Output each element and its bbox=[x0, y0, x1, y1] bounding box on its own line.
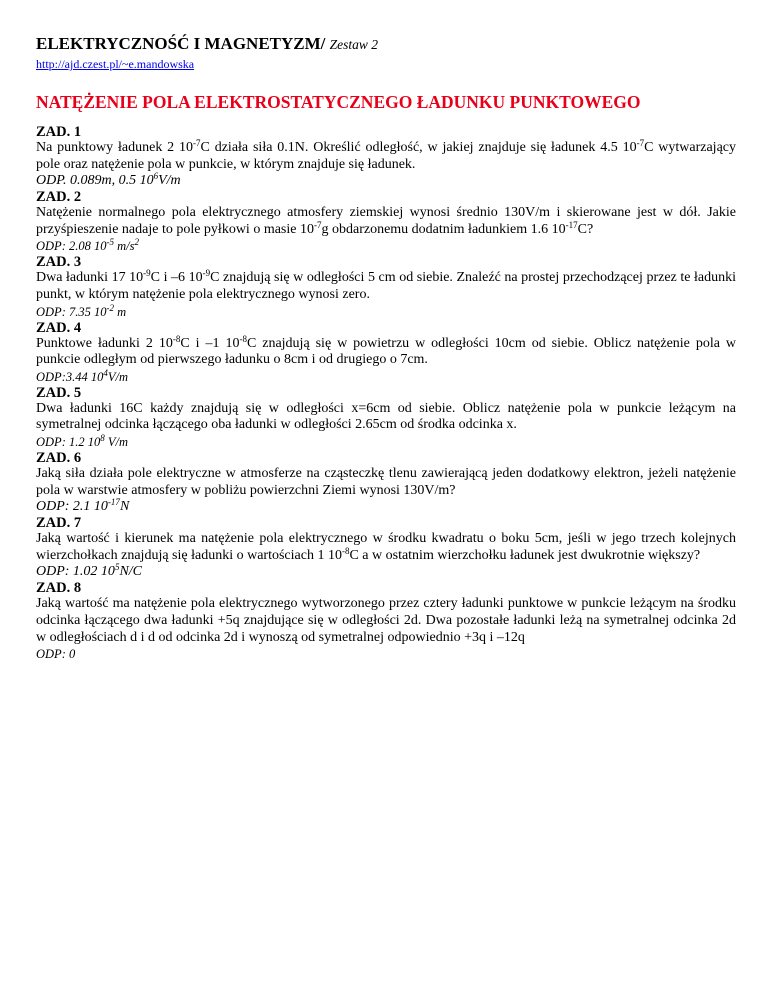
question-superscript: -17 bbox=[565, 219, 578, 230]
answer-superscript: 8 bbox=[100, 432, 105, 443]
question-superscript: -8 bbox=[341, 545, 350, 556]
task-label: ZAD. 7 bbox=[36, 515, 82, 532]
task-label: ZAD. 6 bbox=[36, 449, 82, 466]
task-question bbox=[36, 270, 736, 303]
task-answer bbox=[36, 173, 736, 189]
answer-text: V/m bbox=[158, 173, 181, 189]
question-text: Na punktowy ładunek 2 10 bbox=[36, 140, 194, 155]
question-text: Punktowe ładunki 2 10 bbox=[36, 335, 173, 351]
question-text: Jaką wartość i kierunek ma natężenie pola elektrycznego w środku kwadratu o boku 5cm, jeśli w jego trzech kolejnych wierzchołkach znajdują się ładunki o wartościach 1 10 bbox=[36, 531, 736, 563]
section-title: NATĘŻENIE POLA ELEKTROSTATYCZNEGO ŁADUNKU PUNKTOWEGO bbox=[36, 92, 641, 112]
task-label: ZAD. 1 bbox=[36, 124, 82, 140]
answer-text: ODP. 0.089m, 0.5 10 bbox=[36, 173, 154, 189]
answer-text: ODP: 2.1 10 bbox=[36, 499, 108, 515]
question-text: Jaką wartość ma natężenie pola elektrycznego wytworzonego przez cztery ładunki punktowe w punkcie leżącym na środku odcinka łączącego dwa ładunki +5q znajdujące się w odległości 2d. Dwa pozostałe ładunki leżą na symetralnej odcinka 2d w odległościach d i d od odcinka 2d i wynoszą od symetralnej odpowiednio +3q i –12q bbox=[36, 596, 736, 645]
task-answer bbox=[36, 304, 736, 320]
question-text: C a w ostatnim wierzchołku ładunek jest dwukrotnie większy? bbox=[349, 547, 701, 563]
question-text: C znajdują się w odległości 5 cm od siebie. Znaleźć na prostej przechodzącej przez te ładunki punkt, w którym natężenie pola elektrycznego wynosi zero. bbox=[36, 270, 736, 302]
answer-text: N/C bbox=[119, 564, 143, 580]
question-text: g obdarzonemu dodatnim ładunkiem 1.6 10 bbox=[321, 221, 566, 237]
answer-text: m/s bbox=[113, 239, 135, 254]
task-list bbox=[36, 124, 736, 662]
task-answer bbox=[36, 434, 736, 450]
document-page bbox=[36, 34, 736, 662]
task-answer bbox=[36, 369, 736, 385]
task-question bbox=[36, 140, 736, 173]
task-answer bbox=[36, 499, 736, 515]
question-superscript: -7 bbox=[636, 138, 645, 148]
question-text: C i –6 10 bbox=[150, 270, 203, 286]
answer-text: ODP:3.44 10 bbox=[36, 369, 104, 384]
question-text: C znajdują się w powietrzu w odległości 10cm od siebie. Oblicz natężenie pola w punkcie odległym od pierwszego ładunku o 8cm i od drugiego o 7cm. bbox=[36, 335, 737, 368]
answer-superscript: -2 bbox=[106, 302, 114, 313]
answer-text: V/m bbox=[107, 369, 128, 384]
task-question bbox=[36, 333, 737, 369]
answer-text: V/m bbox=[104, 434, 128, 449]
task-label: ZAD. 5 bbox=[36, 384, 82, 401]
question-text: Dwa ładunki 17 10 bbox=[36, 270, 144, 286]
task-answer bbox=[36, 646, 736, 662]
question-superscript: -9 bbox=[202, 268, 211, 279]
question-superscript: -8 bbox=[172, 333, 181, 344]
answer-superscript: 6 bbox=[153, 171, 159, 182]
question-text: Jaką siła działa pole elektryczne w atmosferze na cząsteczkę tlenu zawierającą jeden dodatkowy elektron, jeżeli natężenie pola w warstwie atmosfery w pobliżu powierzchni Ziemi wynosi 130V/m? bbox=[36, 465, 736, 498]
task-question bbox=[36, 531, 736, 564]
task-4 bbox=[36, 320, 736, 385]
answer-text: ODP: 2.08 10 bbox=[36, 239, 107, 254]
task-label: ZAD. 4 bbox=[36, 319, 82, 336]
question-superscript: -9 bbox=[143, 268, 151, 279]
task-question bbox=[36, 596, 736, 646]
question-superscript: -8 bbox=[239, 333, 247, 344]
title-subtitle: Zestaw 2 bbox=[329, 37, 379, 52]
task-answer bbox=[36, 238, 736, 254]
answer-superscript: 5 bbox=[114, 562, 120, 573]
task-2 bbox=[36, 189, 736, 254]
task-question bbox=[36, 205, 736, 238]
answer-text: m bbox=[113, 304, 127, 319]
answer-text: ODP: 1.2 10 bbox=[36, 434, 101, 449]
task-question bbox=[36, 401, 736, 434]
answer-text: N bbox=[119, 499, 130, 515]
answer-superscript: 4 bbox=[103, 367, 108, 378]
task-answer bbox=[36, 564, 736, 580]
question-text: Dwa ładunki 16C każdy znajdują się w odległości x=6cm od siebie. Oblicz natężenie pola w punkcie leżącym na symetralnej odcinka łączącego oba ładunki w odległości 2.65cm od środka odcinka x. bbox=[36, 400, 736, 433]
task-6 bbox=[36, 450, 736, 515]
question-text: C wytwarzający pole oraz natężenie pola w punkcie, w którym znajduje się ładunek. bbox=[36, 140, 736, 172]
question-text: Natężenie normalnego pola elektrycznego atmosfery ziemskiej wynosi średnio 130V/m i skierowane jest w dół. Jakie przyśpieszenie nadaje to pole pyłkowi o masie 10 bbox=[36, 205, 736, 237]
author-link[interactable]: http://ajd.czest.pl/~e.mandowska bbox=[36, 57, 195, 71]
answer-superscript: 2 bbox=[134, 237, 139, 248]
question-text: C i –1 10 bbox=[180, 335, 240, 351]
question-text: C działa siła 0.1N. Określić odległość, w jakiej znajduje się ładunek 4.5 10 bbox=[200, 140, 637, 155]
task-label: ZAD. 2 bbox=[36, 189, 82, 206]
task-5 bbox=[36, 385, 736, 450]
task-3 bbox=[36, 254, 736, 319]
answer-superscript: -17 bbox=[107, 497, 120, 508]
task-8 bbox=[36, 580, 736, 662]
document-title bbox=[36, 34, 736, 55]
task-question bbox=[36, 466, 736, 499]
task-7 bbox=[36, 515, 736, 580]
question-text: C? bbox=[577, 221, 594, 237]
answer-text: ODP: 1.02 10 bbox=[36, 564, 115, 580]
task-label: ZAD. 3 bbox=[36, 254, 82, 271]
question-superscript: -7 bbox=[313, 219, 322, 230]
task-label: ZAD. 8 bbox=[36, 580, 82, 597]
task-1 bbox=[36, 124, 736, 189]
answer-text: ODP: 0 bbox=[36, 647, 76, 662]
answer-superscript: -5 bbox=[106, 237, 114, 248]
question-superscript: -7 bbox=[193, 138, 201, 148]
answer-text: ODP: 7.35 10 bbox=[36, 304, 107, 319]
title-main: ELEKTRYCZNOŚĆ I MAGNETYZM/ bbox=[36, 34, 326, 53]
